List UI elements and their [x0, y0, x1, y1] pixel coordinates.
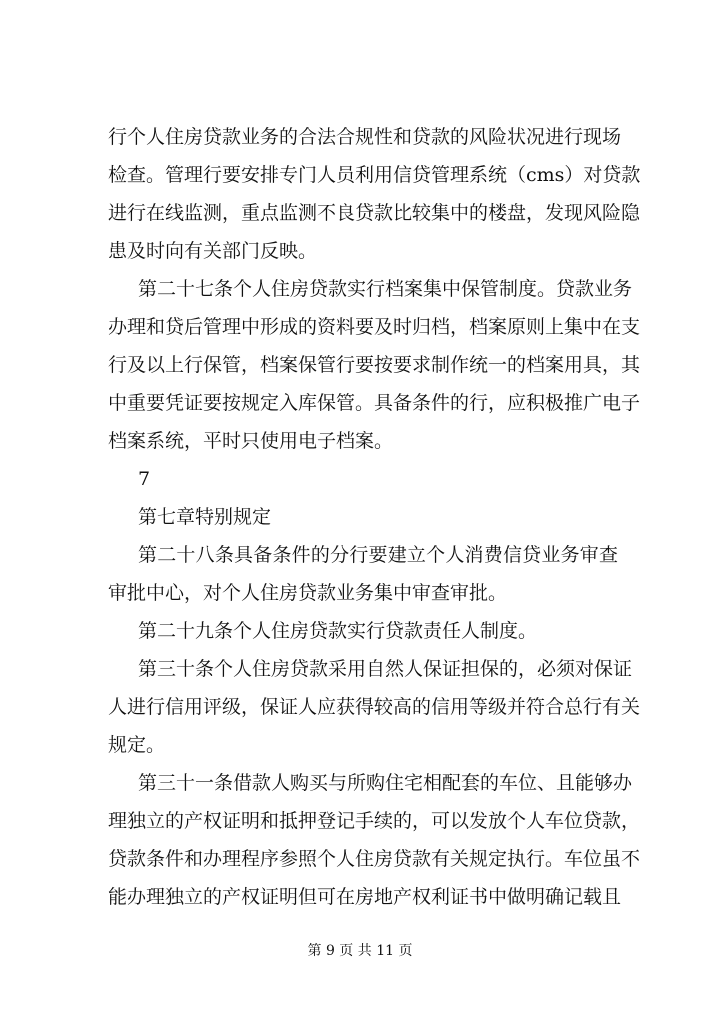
page-number: 第 9 页 共 11 页: [307, 943, 413, 959]
text-line: 贷款条件和办理程序参照个人住房贷款有关规定执行。车位虽不: [108, 848, 641, 870]
text-line: 第二十九条个人住房贷款实行贷款责任人制度。: [138, 620, 538, 642]
text-line: 能办理独立的产权证明但可在房地产权利证书中做明确记载且: [108, 886, 622, 908]
document-body: [108, 126, 641, 926]
text-line: 档案系统，平时只使用电子档案。: [108, 430, 394, 452]
text-line: 人进行信用评级，保证人应获得较高的信用等级并符合总行有关: [108, 696, 641, 718]
text-line: 规定。: [108, 734, 166, 756]
text-line: 第三十一条借款人购买与所购住宅相配套的车位、且能够办: [138, 772, 633, 794]
text-line: 第七章特别规定: [138, 506, 272, 528]
text-line: 中重要凭证要按规定入库保管。具备条件的行，应积极推广电子: [108, 392, 641, 414]
text-line: 行及以上行保管，档案保管行要按要求制作统一的档案用具，其: [108, 354, 641, 376]
text-line: 检查。管理行要安排专门人员利用信贷管理系统（cms）对贷款: [108, 164, 641, 186]
text-line: 第二十八条具备条件的分行要建立个人消费信贷业务审查: [138, 544, 618, 566]
text-line: 理独立的产权证明和抵押登记手续的，可以发放个人车位贷款，: [108, 810, 641, 832]
text-line: 行个人住房贷款业务的合法合规性和贷款的风险状况进行现场: [108, 126, 622, 148]
text-line: 办理和贷后管理中形成的资料要及时归档，档案原则上集中在支: [108, 316, 641, 338]
text-line: 7: [138, 468, 151, 490]
text-line: 审批中心，对个人住房贷款业务集中审查审批。: [108, 582, 508, 604]
text-line: 患及时向有关部门反映。: [108, 240, 318, 262]
text-line: 第三十条个人住房贷款采用自然人保证担保的，必须对保证: [138, 658, 633, 680]
text-line: 第二十七条个人住房贷款实行档案集中保管制度。贷款业务: [138, 278, 633, 300]
text-line: 进行在线监测，重点监测不良贷款比较集中的楼盘，发现风险隐: [108, 202, 641, 224]
